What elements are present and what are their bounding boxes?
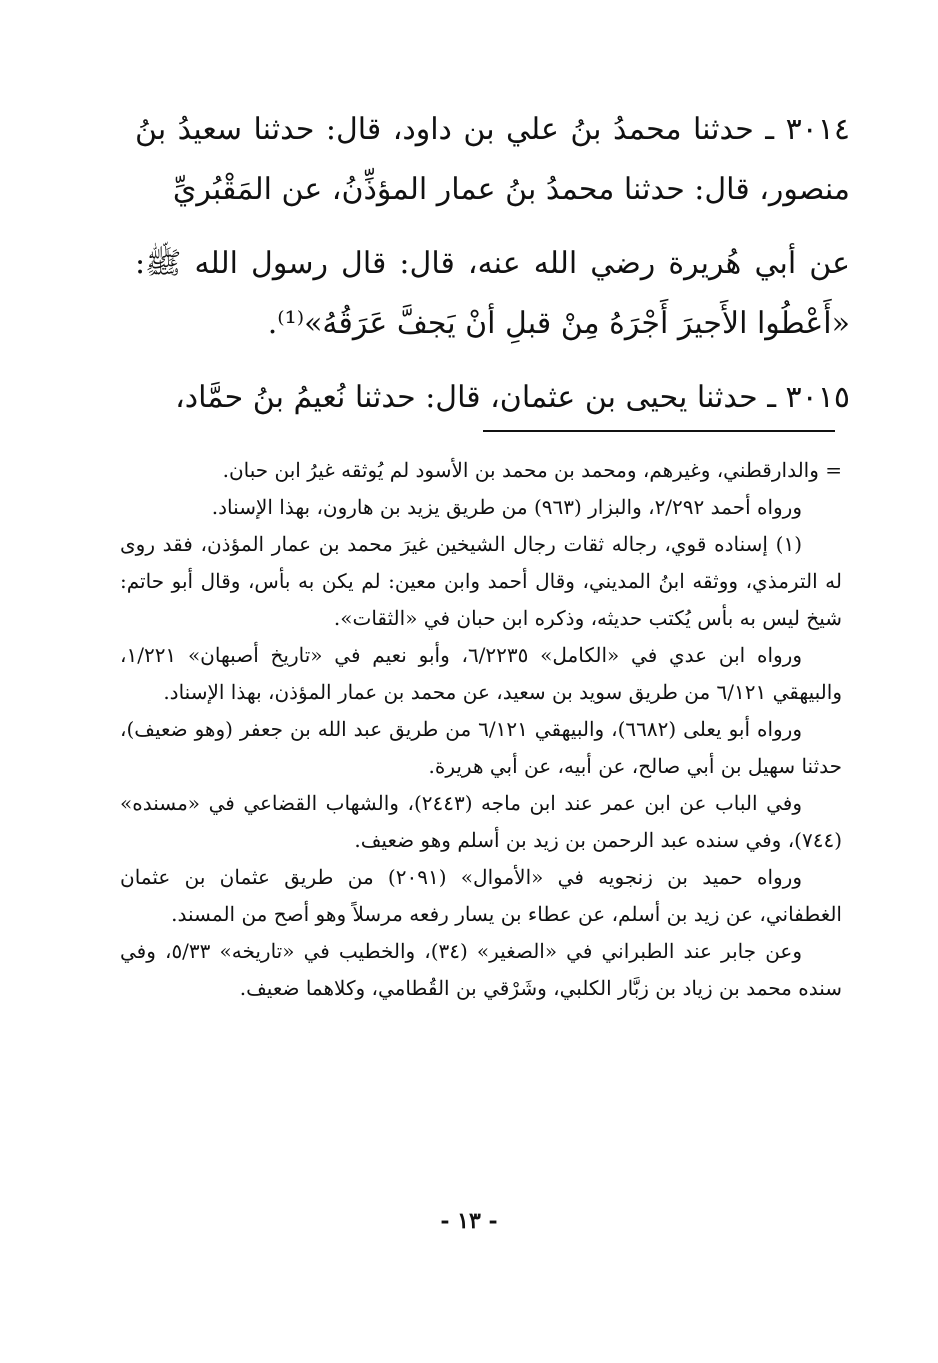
page-number: - ١٣ - <box>440 1208 498 1234</box>
footnote-paragraph: ورواه ابن عدي في «الكامل» ٦/٢٢٣٥، وأبو نعيم في «تاريخ أصبهان» ١/٢٢١، والبيهقي ٦/١٢١ من طريق سويد بن سعيد، عن محمد بن عمار المؤذن، بهذا الإسناد. <box>120 643 842 704</box>
footnote-continuation: = والدارقطني، وغيرهم، ومحمد بن محمد بن الأسود لم يُوثقه غيرُ ابن حبان. <box>222 458 842 482</box>
footnote-paragraph: وفي الباب عن ابن عمر عند ابن ماجه (٢٤٤٣)، والشهاب القضاعي في «مسنده» (٧٤٤)، وفي سنده عبد الرحمن بن زيد بن أسلم وهو ضعيف. <box>120 791 842 852</box>
footnote-1: (١) إسناده قوي، رجاله ثقات رجال الشيخين غيرَ محمد بن عمار المؤذن، فقد روى له الترمذي، ووثقه ابنُ المديني، وقال أحمد وابن معين: لم يكن به بأس، وقال أبو حاتم: شيخ ليس به بأس يُكتب حديثه، وذكره ابن حبان في «الثقات». <box>120 532 842 630</box>
footnote-paragraph: وعن جابر عند الطبراني في «الصغير» (٣٤)، والخطيب في «تاريخه» ٥/٣٣، وفي سنده محمد بن زياد بن زبَّار الكلبي، وشَرْقي بن القُطامي، وكلاهما ضعيف. <box>120 939 842 1000</box>
footnote-paragraph: ورواه أحمد ٢/٢٩٢، والبزار (٩٦٣) من طريق يزيد بن هارون، بهذا الإسناد. <box>211 495 802 519</box>
footnote-separator <box>483 430 835 432</box>
footnotes <box>120 452 842 1007</box>
hadith-3014-isnad: ٣٠١٤ ـ حدثنا محمدُ بنُ علي بن داود، قال: حدثنا سعيدُ بنُ منصور، قال: حدثنا محمدُ بنُ عمار المؤذِّنُ، عن المَقْبُريِّ <box>135 112 851 207</box>
footnote-paragraph: ورواه أبو يعلى (٦٦٨٢)، والبيهقي ٦/١٢١ من طريق عبد الله بن جعفر (وهو ضعيف)، حدثنا سهيل بن أبي صالح، عن أبيه، عن أبي هريرة. <box>120 717 842 778</box>
main-text <box>135 100 850 428</box>
hadith-3015-isnad: ٣٠١٥ ـ حدثنا يحيى بن عثمان، قال: حدثنا نُعيمُ بنُ حمَّاد، <box>175 380 850 415</box>
hadith-3014-matn: عن أبي هُريرة رضي الله عنه، قال: قال رسول الله ﷺ: «أَعْطُوا الأَجيرَ أَجْرَهُ مِنْ قبلِ أنْ يَجفَّ عَرَقُهُ»⁽¹⁾. <box>135 246 850 341</box>
footnote-paragraph: ورواه حميد بن زنجويه في «الأموال» (٢٠٩١) من طريق عثمان بن عثمان الغطفاني، عن زيد بن أسلم، عن عطاء بن يسار رفعه مرسلاً وهو أصح من المسند. <box>120 865 842 926</box>
